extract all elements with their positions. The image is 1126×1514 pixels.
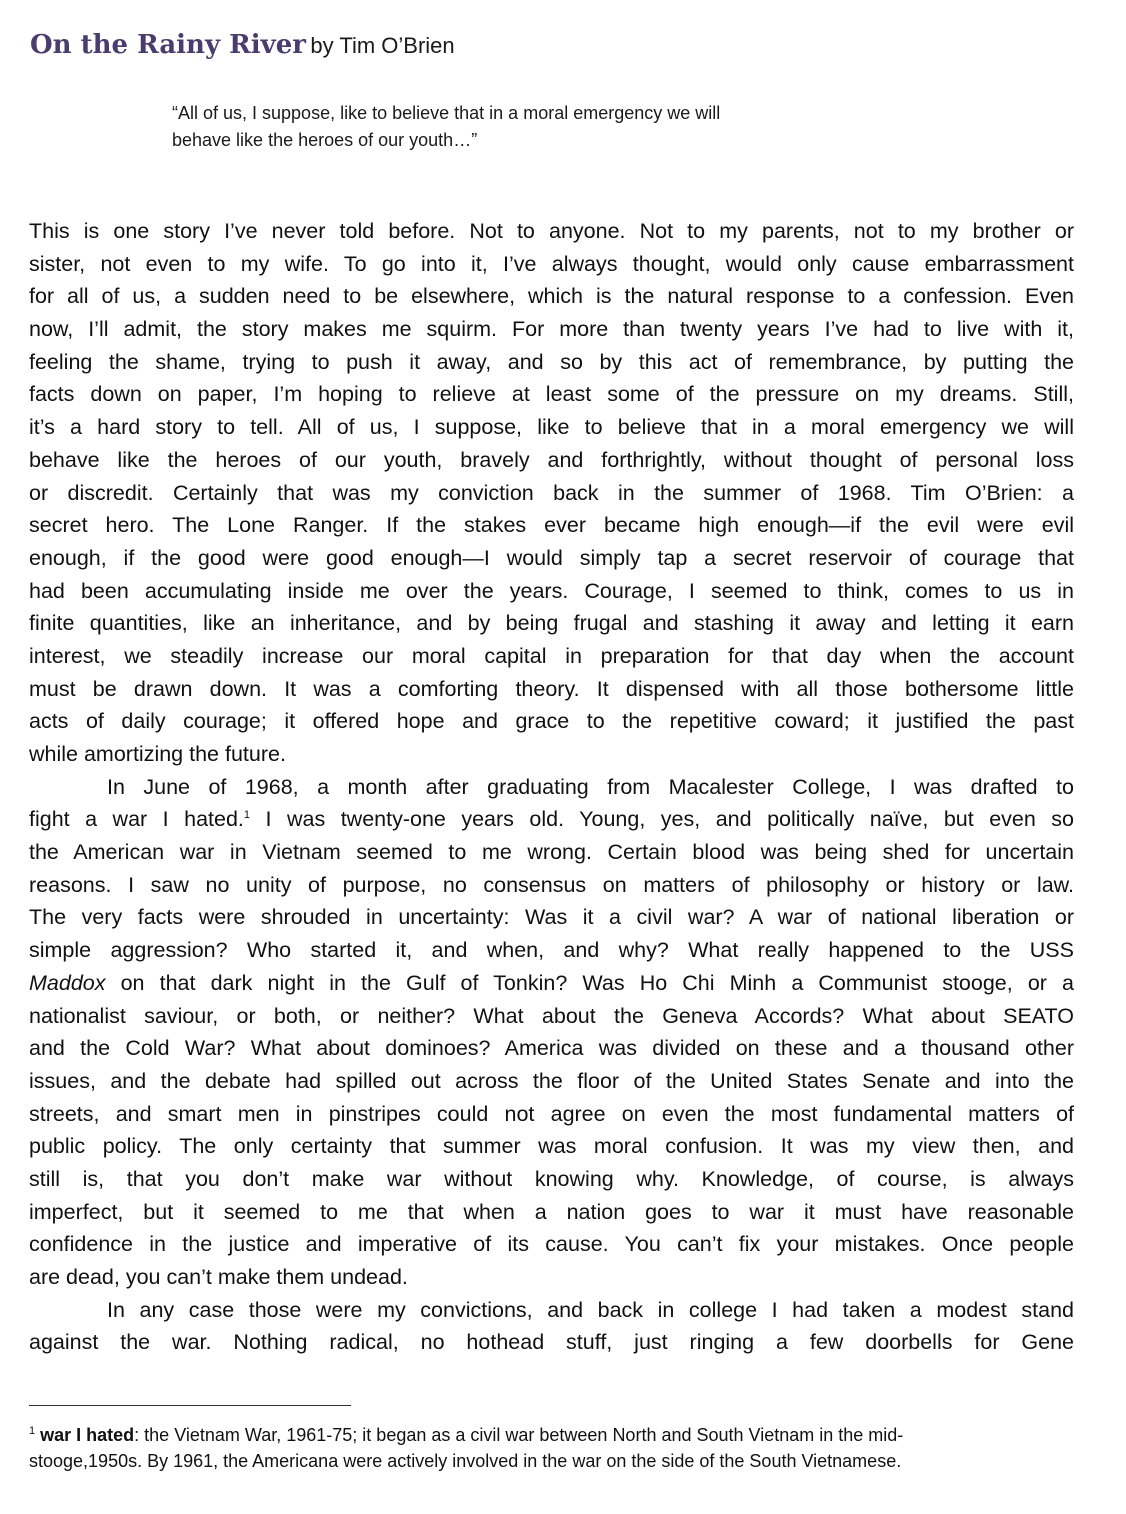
text-line: had been accumulating inside me over the years. Courage, I seemed to think, comes to us in — [29, 578, 1074, 603]
text-line: and the Cold War? What about dominoes? America was divided on these and a thousand other — [29, 1036, 1074, 1061]
text-line: finite quantities, like an inheritance, and by being frugal and stashing it away and letting it earn — [29, 611, 1074, 636]
text-line: reasons. I saw no unity of purpose, no consensus on matters of philosophy or history or law. — [29, 872, 1074, 897]
text-line: secret hero. The Lone Ranger. If the stakes ever became high enough—if the evil were evil — [29, 513, 1074, 538]
text-line: while amortizing the future. — [29, 742, 286, 766]
text-line: sister, not even to my wife. To go into it, I’ve always thought, would only cause embarrassment — [29, 251, 1074, 276]
text-line: feeling the shame, trying to push it away, and so by this act of remembrance, by putting the — [29, 349, 1074, 374]
text-segment: on that dark night in the Gulf of Tonkin? Was Ho Chi Minh a Communist stooge, or a — [105, 970, 1074, 995]
text-line: nationalist saviour, or both, or neither? What about the Geneva Accords? What about SEATO — [29, 1003, 1074, 1028]
story-body — [29, 215, 1074, 1359]
footnote-line — [29, 1422, 1089, 1448]
footnote — [29, 1422, 1089, 1474]
epigraph-line: behave like the heroes of our youth…” — [172, 130, 478, 150]
text-segment: I was twenty-one years old. Young, yes, and politically naïve, but even so — [250, 807, 1074, 832]
text-line: confidence in the justice and imperative of its cause. You can’t fix your mistakes. Once people — [29, 1232, 1074, 1257]
text-line-with-footnote — [29, 803, 1074, 836]
text-line: simple aggression? Who started it, and when, and why? What really happened to the USS — [29, 938, 1074, 963]
footnote-term: war I hated — [40, 1425, 135, 1445]
text-line: public policy. The only certainty that summer was moral confusion. It was my view then, and — [29, 1134, 1074, 1159]
text-line: In any case those were my convictions, and back in college I had taken a modest stand — [107, 1297, 1074, 1322]
text-line: are dead, you can’t make them undead. — [29, 1265, 408, 1289]
epigraph-line: “All of us, I suppose, like to believe that in a moral emergency we will — [172, 103, 721, 123]
text-line: now, I’ll admit, the story makes me squirm. For more than twenty years I’ve had to live with it, — [29, 317, 1074, 342]
text-line: The very facts were shrouded in uncertainty: Was it a civil war? A war of national liberation or — [29, 905, 1074, 930]
text-line: the American war in Vietnam seemed to me wrong. Certain blood was being shed for uncertain — [29, 840, 1074, 865]
text-line: This is one story I’ve never told before. Not to anyone. Not to my parents, not to my brother or — [29, 219, 1074, 243]
text-line: or discredit. Certainly that was my conviction back in the summer of 1968. Tim O’Brien: a — [29, 480, 1074, 505]
footnote-number: 1 — [29, 1425, 36, 1437]
footnote-line: stooge,1950s. By 1961, the Americana were actively involved in the war on the side of the South Vietnamese. — [29, 1451, 902, 1471]
footnote-text: : the Vietnam War, 1961-75; it began as a civil war between North and South Vietnam in the mid- — [134, 1425, 904, 1445]
text-line: enough, if the good were good enough—I would simply tap a secret reservoir of courage that — [29, 545, 1074, 570]
text-segment: fight a war I hated. — [29, 807, 244, 832]
text-line: must be drawn down. It was a comforting theory. It dispensed with all those bothersome little — [29, 676, 1074, 701]
footnote-reference[interactable]: 1 — [243, 809, 251, 822]
text-line: In June of 1968, a month after graduating from Macalester College, I was drafted to — [107, 774, 1074, 799]
text-line: still is, that you don’t make war without knowing why. Knowledge, of course, is always — [29, 1166, 1074, 1191]
footnote-divider — [29, 1405, 351, 1406]
author-byline: by Tim O’Brien — [310, 33, 455, 58]
text-line: against the war. Nothing radical, no hothead stuff, just ringing a few doorbells for Gene — [29, 1330, 1074, 1355]
text-line: facts down on paper, I’m hoping to relieve at least some of the pressure on my dreams. Still, — [29, 382, 1074, 407]
text-line: behave like the heroes of our youth, bravely and forthrightly, without thought of personal loss — [29, 447, 1074, 472]
story-title: On the Rainy River — [30, 30, 306, 60]
text-line: imperfect, but it seemed to me that when a nation goes to war it must have reasonable — [29, 1199, 1074, 1224]
text-line: issues, and the debate had spilled out across the floor of the United States Senate and into the — [29, 1068, 1074, 1093]
page-header — [30, 30, 455, 60]
text-line-with-italic — [29, 967, 1074, 1000]
text-line: streets, and smart men in pinstripes could not agree on even the most fundamental matters of — [29, 1101, 1074, 1126]
ship-name: Maddox — [29, 970, 106, 995]
epigraph — [172, 100, 832, 154]
text-line: for all of us, a sudden need to be elsewhere, which is the natural response to a confession. Even — [29, 284, 1074, 309]
text-line: interest, we steadily increase our moral capital in preparation for that day when the account — [29, 643, 1074, 668]
text-line: acts of daily courage; it offered hope and grace to the repetitive coward; it justified the past — [29, 709, 1074, 734]
text-line: it’s a hard story to tell. All of us, I suppose, like to believe that in a moral emergency we will — [29, 415, 1074, 440]
